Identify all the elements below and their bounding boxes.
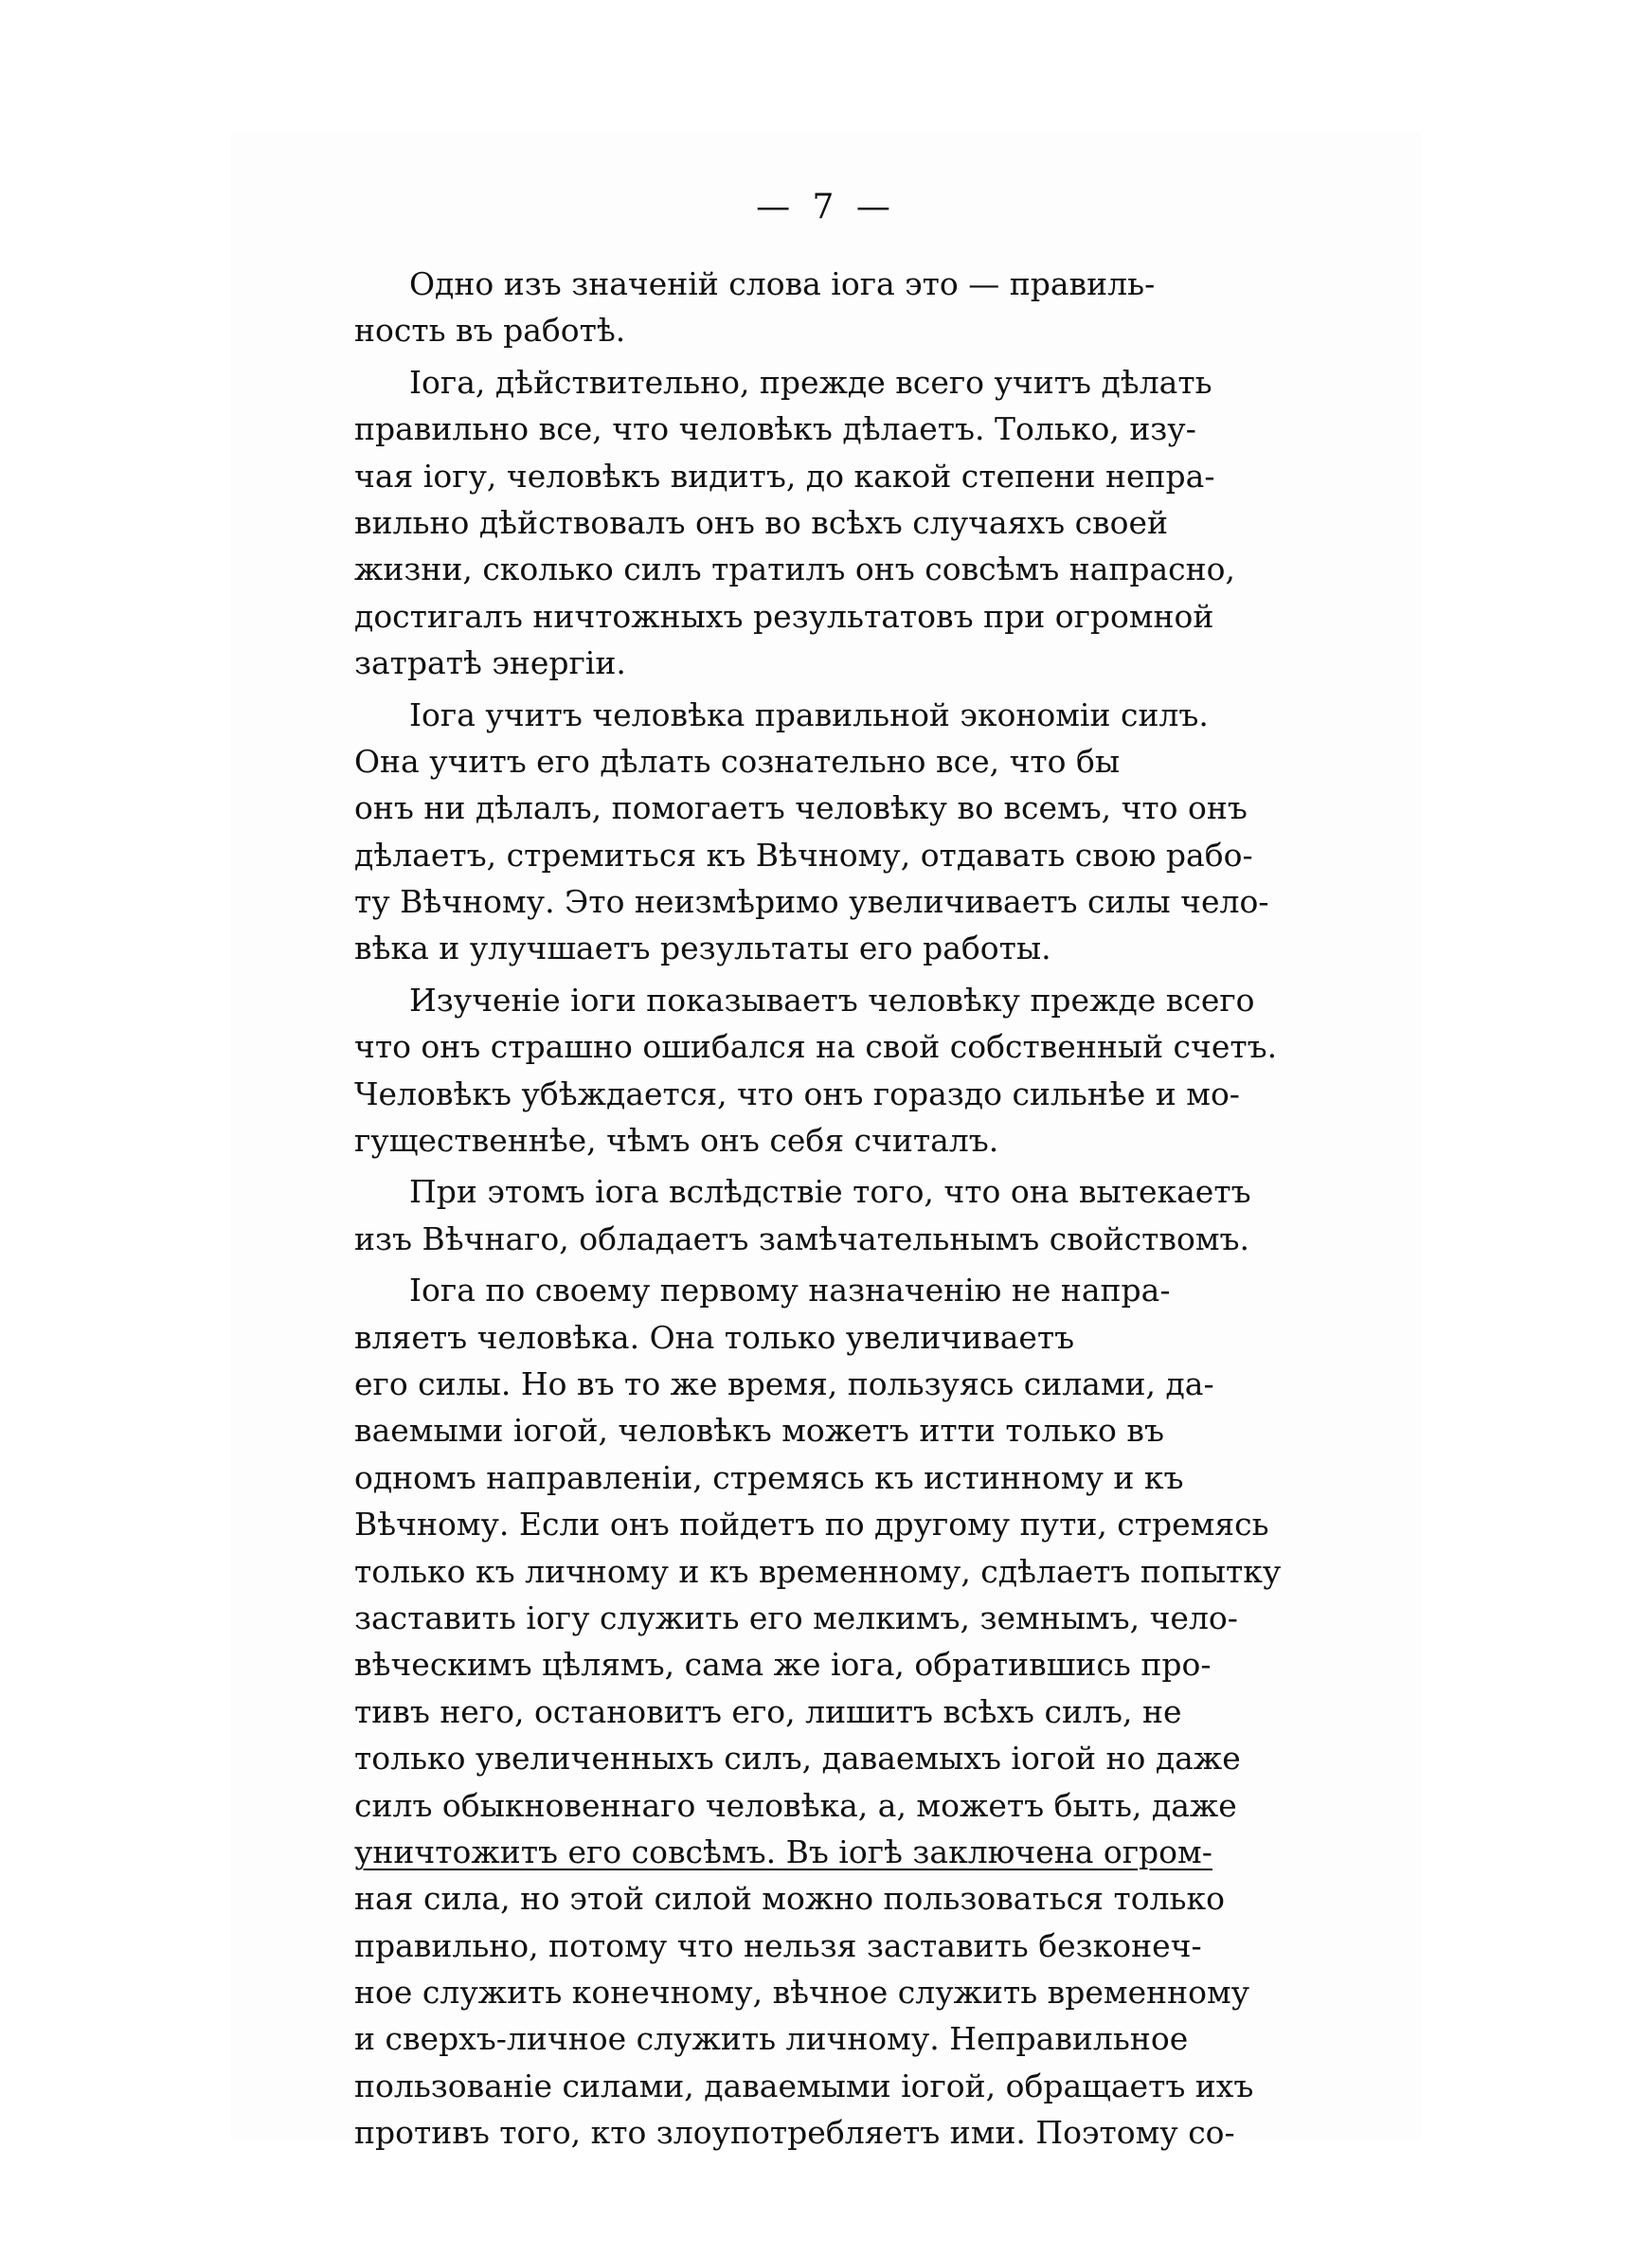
- text-line: и сверхъ-личное служить личному. Неправильное: [354, 2020, 1189, 2058]
- text-line: Iога учитъ человѣка правильной экономiи силъ.: [409, 695, 1209, 733]
- body-text: [354, 261, 1358, 2161]
- paragraph-6: [354, 1267, 1358, 2156]
- text-line: Человѣкъ убѣждается, что онъ гораздо сильнѣе и мо-: [354, 1074, 1240, 1112]
- text-line: ту Вѣчному. Это неизмѣримо увеличиваетъ силы чело-: [354, 883, 1269, 921]
- text-line: только увеличенныхъ силъ, даваемыхъ iогой но даже: [354, 1740, 1241, 1778]
- text-line: вѣка и улучшаетъ результаты его работы.: [354, 930, 1051, 967]
- text-line: дѣлаетъ, стремиться къ Вѣчному, отдавать свою рабо-: [354, 836, 1253, 874]
- text-line: ная сила, но этой силой можно пользоваться только: [354, 1880, 1226, 1918]
- text-line: вильно дѣйствовалъ онъ во всѣхъ случаяхъ своей: [354, 503, 1169, 541]
- text-line: что онъ страшно ошибался на свой собственный счетъ.: [354, 1028, 1278, 1066]
- text-line: Iога, дѣйствительно, прежде всего учитъ дѣлать: [409, 363, 1212, 401]
- text-line-underlined: уничтожитъ его совсѣмъ. Въ iогѣ заключена огром-: [354, 1833, 1212, 1870]
- text-line: вѣческимъ цѣлямъ, сама же iога, обратившись про-: [354, 1646, 1212, 1684]
- text-line: пользованiе силами, даваемыми iогой, обращаетъ ихъ: [354, 2067, 1254, 2104]
- text-line: ность въ работѣ.: [354, 312, 626, 350]
- text-line: вляетъ человѣка. Она только увеличиваетъ: [354, 1318, 1075, 1356]
- text-line: правильно все, что человѣкъ дѣлаетъ. Только, изу-: [354, 410, 1196, 448]
- text-line: Одно изъ значенiй слова iога это — правиль-: [409, 265, 1156, 302]
- text-line: жизни, сколько силъ тратилъ онъ совсѣмъ напрасно,: [354, 551, 1235, 588]
- text-line: Вѣчному. Если онъ пойдетъ по другому пути, стремясь: [354, 1506, 1269, 1544]
- text-line: ваемыми iогой, человѣкъ можетъ итти только въ: [354, 1412, 1164, 1450]
- text-line: изъ Вѣчнаго, обладаетъ замѣчательнымъ свойствомъ.: [354, 1219, 1250, 1257]
- text-line: онъ ни дѣлалъ, помогаетъ человѣку во всемъ, что онъ: [354, 789, 1248, 827]
- text-line: только къ личному и къ временному, сдѣлаетъ попытку: [354, 1552, 1282, 1590]
- text-line: чая iогу, человѣкъ видитъ, до какой степени непра-: [354, 457, 1215, 495]
- text-line: Iога по своему первому назначенiю не напра-: [409, 1272, 1171, 1309]
- text-line: гущественнѣе, чѣмъ онъ себя считалъ.: [354, 1122, 999, 1160]
- paragraph-3: [354, 692, 1358, 972]
- text-line: правильно, потому что нельзя заставить безконеч-: [354, 1926, 1202, 1964]
- text-line: силъ обыкновеннаго человѣка, а, можетъ быть, даже: [354, 1786, 1237, 1824]
- page-number: — 7 —: [756, 188, 896, 226]
- text-line: Она учитъ его дѣлать сознательно все, что бы: [354, 742, 1121, 780]
- text-line: достигалъ ничтожныхъ результатовъ при огромной: [354, 597, 1214, 635]
- text-line: При этомъ iога вслѣдствiе того, что она вытекаетъ: [409, 1173, 1251, 1211]
- text-line: ное служить конечному, вѣчное служить временному: [354, 1974, 1250, 2012]
- text-line: тивъ него, остановитъ его, лишитъ всѣхъ силъ, не: [354, 1692, 1182, 1730]
- text-line: противъ того, кто злоупотребляетъ ими. Поэтому со-: [354, 2114, 1235, 2152]
- text-line: затратѣ энергiи.: [354, 644, 626, 682]
- paragraph-1: [354, 261, 1358, 354]
- text-line: Изученiе iоги показываетъ человѣку прежде всего: [409, 981, 1255, 1019]
- paragraph-4: [354, 977, 1358, 1165]
- paragraph-5: [354, 1168, 1358, 1262]
- text-line: заставить iогу служить его мелкимъ, земнымъ, чело-: [354, 1598, 1238, 1636]
- text-line: его силы. Но въ то же время, пользуясь силами, да-: [354, 1364, 1214, 1402]
- paragraph-2: [354, 359, 1358, 687]
- text-line: одномъ направленiи, стремясь къ истинному и къ: [354, 1458, 1184, 1496]
